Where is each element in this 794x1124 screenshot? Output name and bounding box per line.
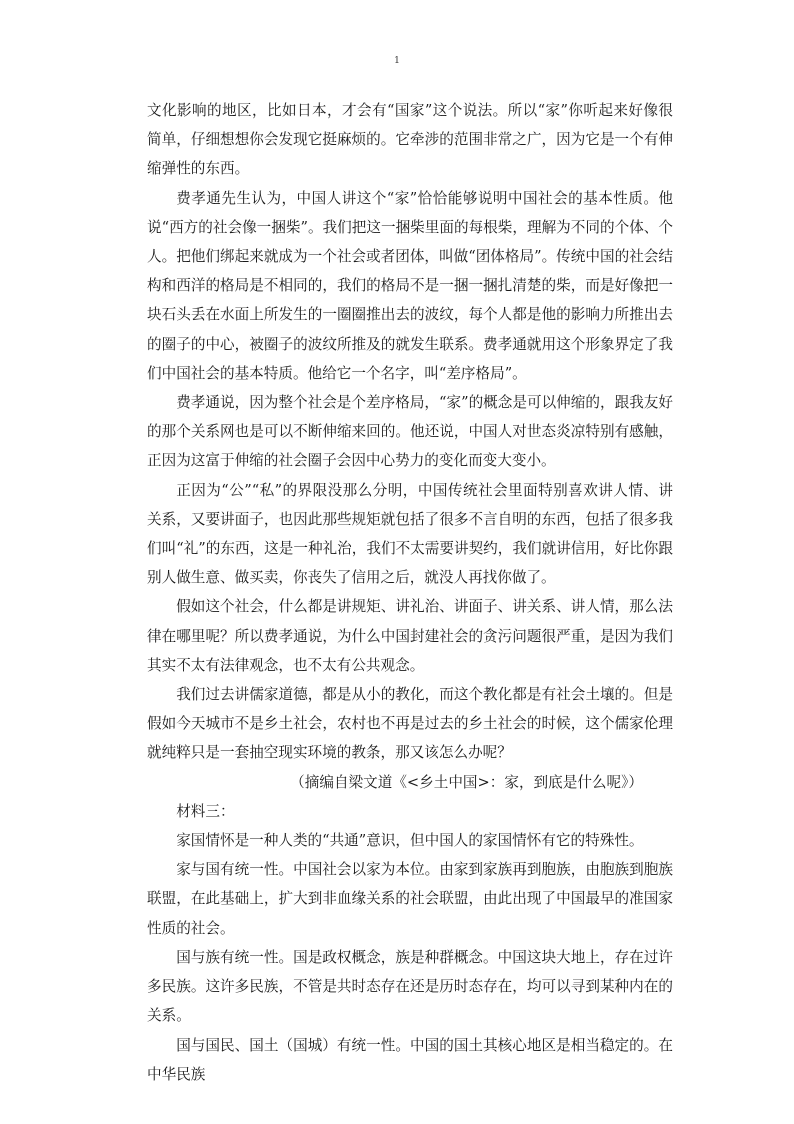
source-citation: （摘编自梁文道《<乡土中国>：家，到底是什么呢》） — [290, 773, 643, 791]
page-number: 1 — [394, 56, 400, 66]
paragraph: 文化影响的地区，比如日本，才会有“国家”这个说法。所以“家”你听起来好像很简单，仔细想想你会发现它挺麻烦的。它牵涉的范围非常之广，因为它是一个有伸缩弹性的东西。 — [147, 102, 673, 178]
paragraph: 费孝通先生认为，中国人讲这个“家”恰恰能够说明中国社会的基本性质。他说“西方的社会像一捆柴”。我们把这一捆柴里面的每根柴，理解为不同的个体、个人。把他们绑起来就成为一个社会或者团体，叫做“团体格局”。传统中国的社会结构和西洋的格局是不相同的，我们的格局不是一捆一捆扎清楚的柴，而是好像把一块石头丢在水面上所发生的一圈圈推出去的波纹，每个人都是他的影响力所推出去的圈子的中心，被圈子的波纹所推及的就发生联系。费孝通就用这个形象界定了我们中国社会的基本特质。他给它一个名字，叫“差序格局”。 — [147, 189, 673, 382]
paragraph: 费孝通说，因为整个社会是个差序格局，“家”的概念是可以伸缩的，跟我友好的那个关系网也是可以不断伸缩来回的。他还说，中国人对世态炎凉特别有感触，正因为这富于伸缩的社会圈子会因中心势力的变化而变大变小。 — [147, 394, 673, 470]
paragraph: 国与族有统一性。国是政权概念，族是种群概念。中国这块大地上，存在过许多民族。这许多民族，不管是共时态存在还是历时态存在，均可以寻到某种内在的关系。 — [147, 948, 673, 1025]
paragraph: 国与国民、国土（国城）有统一性。中国的国土其核心地区是相当稳定的。在中华民族 — [147, 1036, 673, 1083]
paragraph: 家与国有统一性。中国社会以家为本位。由家到家族再到胞族，由胞族到胞族联盟，在此基础上，扩大到非血缘关系的社会联盟，由此出现了中国最早的准国家性质的社会。 — [147, 861, 673, 937]
document-body — [147, 96, 673, 1089]
paragraph: 我们过去讲儒家道德，都是从小的教化，而这个教化都是有社会土壤的。但是假如今天城市不是乡土社会，农村也不再是过去的乡土社会的时候，这个儒家伦理就纯粹只是一套抽空现实环境的教条，那又该怎么办呢？ — [147, 686, 673, 762]
paragraph: 正因为“公”“私”的界限没那么分明，中国传统社会里面特别喜欢讲人情、讲关系，又要讲面子，也因此那些规矩就包括了很多不言自明的东西，包括了很多我们叫“礼”的东西，这是一种礼治，我们不太需要讲契约，我们就讲信用，好比你跟别人做生意、做买卖，你丧失了信用之后，就没人再找你做了。 — [147, 481, 673, 587]
section-heading: 材料三： — [176, 802, 235, 820]
paragraph: 假如这个社会，什么都是讲规矩、讲礼治、讲面子、讲关系、讲人情，那么法律在哪里呢？所以费孝通说，为什么中国封建社会的贪污问题很严重，是因为我们其实不太有法律观念，也不太有公共观念。 — [147, 598, 673, 674]
paragraph: 家国情怀是一种人类的“共通”意识，但中国人的家国情怀有它的特殊性。 — [176, 832, 644, 850]
